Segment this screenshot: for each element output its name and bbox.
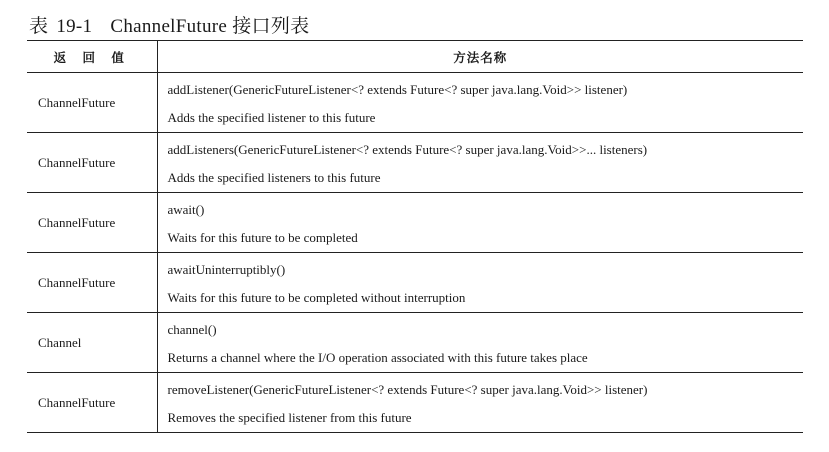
method-description: Returns a channel where the I/O operation associated with this future takes place (167, 349, 588, 365)
method-description: Waits for this future to be completed without interruption (167, 289, 466, 305)
caption-title: ChannelFuture 接口列表 (110, 16, 310, 37)
interface-table (27, 40, 803, 433)
return-type-cell: Channel (27, 313, 157, 373)
return-type-cell: ChannelFuture (27, 133, 157, 193)
header-method-name: 方法名称 (157, 41, 803, 73)
return-type-cell: ChannelFuture (27, 373, 157, 433)
method-cell (157, 313, 803, 373)
header-return-value: 返 回 值 (27, 41, 157, 73)
method-description: Waits for this future to be completed (167, 229, 358, 245)
table-row (27, 73, 803, 133)
table-row (27, 373, 803, 433)
method-signature: await() (167, 201, 205, 217)
return-type-cell: ChannelFuture (27, 193, 157, 253)
method-signature: addListeners(GenericFutureListener<? extends Future<? super java.lang.Void>>... listeners) (167, 141, 648, 157)
method-signature: channel() (167, 321, 217, 337)
method-cell (157, 73, 803, 133)
method-cell (157, 253, 803, 313)
return-type-cell: ChannelFuture (27, 73, 157, 133)
table-row (27, 133, 803, 193)
method-signature: addListener(GenericFutureListener<? extends Future<? super java.lang.Void>> listener) (167, 81, 628, 97)
method-cell (157, 373, 803, 433)
caption-label: 表 (29, 16, 49, 37)
method-cell (157, 133, 803, 193)
table-row (27, 193, 803, 253)
method-description: Removes the specified listener from this future (167, 409, 412, 425)
method-cell (157, 193, 803, 253)
method-signature: removeListener(GenericFutureListener<? extends Future<? super java.lang.Void>> listener) (167, 381, 648, 397)
interface-table-container (27, 40, 803, 433)
table-header-row (27, 41, 803, 73)
method-description: Adds the specified listener to this future (167, 109, 376, 125)
return-type-cell: ChannelFuture (27, 253, 157, 313)
method-signature: awaitUninterruptibly() (167, 261, 286, 277)
table-row (27, 313, 803, 373)
caption-number: 19-1 (56, 16, 93, 37)
table-caption (29, 11, 309, 38)
method-description: Adds the specified listeners to this future (167, 169, 381, 185)
table-row (27, 253, 803, 313)
